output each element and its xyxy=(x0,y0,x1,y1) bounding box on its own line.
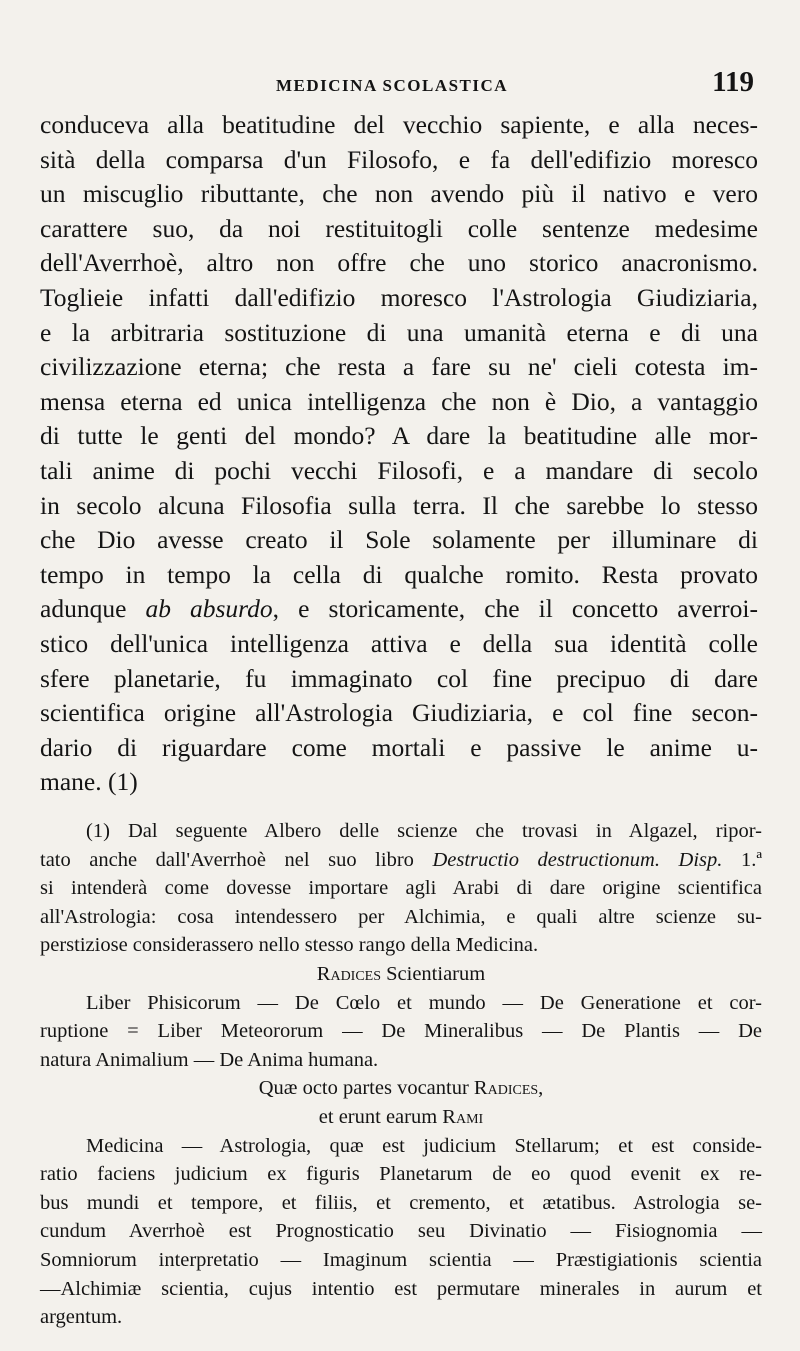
text-line: civilizzazione eterna; che resta a fare su ne' cieli cotesta im- xyxy=(40,352,758,382)
text-line-with-italic xyxy=(40,592,758,627)
footnote-line: perstiziose considerassero nello stesso rango della Medicina. xyxy=(40,934,539,957)
text-line: tali anime di pochi vecchi Filosofi, e a mandare di secolo xyxy=(40,455,758,485)
footnote xyxy=(40,817,762,1332)
text-line: che Dio avesse creato il Sole solamente per illuminare di xyxy=(40,525,758,555)
text-line: Toglieie infatti dall'edifizio moresco l'Astrologia Giudiziaria, xyxy=(40,282,758,312)
page-header xyxy=(40,66,760,106)
section-heading xyxy=(40,960,762,989)
text-line: tempo in tempo la cella di qualche romito. Resta provato xyxy=(40,559,758,589)
text-line: e la arbitraria sostituzione di una umanità eterna e di una xyxy=(40,317,758,347)
text-fragment: , xyxy=(538,1077,544,1100)
footnote-line-with-italic xyxy=(40,846,762,875)
text-line: mensa eterna ed unica intelligenza che non è Dio, a vantaggio xyxy=(40,386,758,416)
text-fragment: Scientiarum xyxy=(381,962,486,985)
footnote-line: —Alchimiæ scientia, cujus intentio est permutare minerales in aurum et xyxy=(40,1277,762,1300)
text-fragment: Quæ octo partes vocantur xyxy=(258,1077,474,1100)
text-line: di tutte le genti del mondo? A dare la beatitudine alle mor- xyxy=(40,421,758,451)
running-title: MEDICINA SCOLASTICA xyxy=(276,76,509,95)
footnote-line: ruptione = Liber Meteororum — De Mineralibus — De Plantis — De xyxy=(40,1020,762,1043)
text-line: conduceva alla beatitudine del vecchio sapiente, e alla neces- xyxy=(40,110,758,139)
footnote-line: cundum Averrhoè est Prognosticatio seu Divinatio — Fisiognomia — xyxy=(40,1220,762,1243)
small-caps-word: Radices xyxy=(316,962,382,985)
footnote-line: all'Astrologia: cosa intendessero per Alchimia, e quali altre scienze su- xyxy=(40,905,762,928)
text-line: dell'Averrhoè, altro non offre che uno storico anacronismo. xyxy=(40,248,758,278)
italic-phrase: ab absurdo xyxy=(145,594,273,624)
text-fragment: , e storicamente, che il concetto averroi- xyxy=(272,594,758,624)
text-line: dario di riguardare come mortali e passive le anime u- xyxy=(40,732,758,762)
footnote-line: Liber Phisicorum — De Cœlo et mundo — De Generatione et cor- xyxy=(86,991,762,1014)
footnote-line: si intenderà come dovesse importare agli Arabi di dare origine scientifica xyxy=(40,877,762,900)
text-fragment: et erunt earum xyxy=(318,1105,443,1128)
footnote-line: natura Animalium — De Anima humana. xyxy=(40,1048,379,1071)
section-heading xyxy=(40,1103,762,1132)
text-line: un miscuglio ributtante, che non avendo più il nativo e vero xyxy=(40,179,758,209)
text-line: mane. (1) xyxy=(40,767,138,797)
text-line: sità della comparsa d'un Filosofo, e fa dell'edifizio moresco xyxy=(40,144,758,174)
italic-title: Destructio destructionum. Disp. xyxy=(432,848,723,871)
text-line: carattere suo, da noi restituitogli colle sentenze medesime xyxy=(40,213,758,243)
footnote-line: ratio faciens judicium ex figuris Planetarum de eo quod evenit ex re- xyxy=(40,1163,762,1186)
text-line: sfere planetarie, fu immaginato col fine precipuo di dare xyxy=(40,663,758,693)
text-line: stico dell'unica intelligenza attiva e della sua identità colle xyxy=(40,628,758,658)
section-heading xyxy=(40,1074,762,1103)
footnote-line: Somniorum interpretatio — Imaginum scientia — Præstigiationis scientia xyxy=(40,1248,762,1271)
text-fragment: adunque xyxy=(40,594,146,624)
text-fragment: 1.ª xyxy=(722,848,762,871)
page-number: 119 xyxy=(712,66,754,98)
footnote-line: bus mundi et tempore, et filiis, et cremento, et ætatibus. Astrologia se- xyxy=(40,1191,762,1214)
text-line: in secolo alcuna Filosofia sulla terra. Il che sarebbe lo stesso xyxy=(40,490,758,520)
text-fragment: tato anche dall'Averrhoè nel suo libro xyxy=(40,848,433,871)
footnote-line: (1) Dal seguente Albero delle scienze che trovasi in Algazel, ripor- xyxy=(86,820,762,842)
main-text xyxy=(40,108,758,800)
footnote-line: argentum. xyxy=(40,1306,123,1329)
footnote-line: Medicina — Astrologia, quæ est judicium Stellarum; et est conside- xyxy=(86,1134,762,1157)
text-line: scientifica origine all'Astrologia Giudiziaria, e col fine secon- xyxy=(40,698,758,728)
small-caps-word: Radices xyxy=(473,1077,539,1100)
small-caps-word: Rami xyxy=(442,1105,484,1128)
